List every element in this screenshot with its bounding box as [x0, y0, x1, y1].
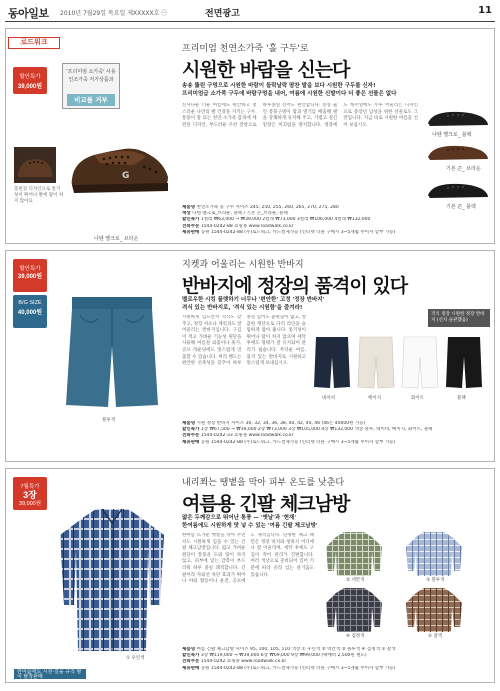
size-price-badge — [13, 295, 47, 328]
spec-value: 농원 1544-0242-88 (주)로드워크, 카드결제가능 (인터넷 더블 구매시 3~5개월 무이자 할부 가능) — [200, 665, 396, 671]
subhead-line: 송송 뚫린 구멍으로 시원한 바람이 들락날락 땀찬 발을 보다 시원한 구두를 신자! — [182, 83, 376, 89]
top-rule — [5, 21, 495, 22]
caption-shoe-main: 나텐 밸크로_ 브라운 — [94, 236, 139, 242]
price-label: 할인특가 — [19, 74, 41, 80]
spec-label: 할인특가 — [182, 427, 200, 433]
spec-table — [182, 421, 482, 446]
spec-label: 제휴판매 — [182, 439, 200, 445]
price-value: 39,000원 — [17, 84, 43, 90]
svg-text:G: G — [122, 171, 130, 181]
shorts-product-image[interactable] — [62, 295, 162, 413]
price-badge — [13, 67, 47, 94]
promo-line: '프리미엄 소가죽' 사용 — [66, 69, 116, 75]
shorts-swatch-beige[interactable] — [356, 335, 396, 391]
spec-label: 색상 — [182, 211, 191, 217]
spec-value: 1켤레 ₩63,000 → ₩39,000 2켤레 ₩73,000 3켤레 ₩106,000 4켤레 ₩132,000 — [200, 217, 371, 223]
shirt-swatch-blue[interactable] — [404, 531, 464, 577]
caption-shirt-main: ① 우린색 — [126, 656, 145, 661]
newspaper-brand: 동아일보 — [8, 7, 49, 20]
subhead-line: 멜로우한 시킹 플랫하기 너무나 '편안한' 고정 '정장 반바지' — [182, 297, 325, 303]
spec-value: 1544-0242-88 쇼핑몰 www.roadwalk.co.kr — [200, 223, 294, 229]
caption-swatch: 화이트 — [411, 396, 425, 401]
shirt-product-image[interactable] — [56, 505, 168, 655]
shirt-note: 한여름에도 시원·걸을 규칙 땀이 탈착판매 — [14, 669, 86, 679]
caption-swatch: 블랙 — [457, 396, 466, 401]
spec-row — [182, 666, 482, 672]
caption-swatch: ② 넥칸색 — [346, 578, 365, 583]
headline-kicker: 내리쬐는 땡볕을 막아 피부 온도를 낮춘다 — [182, 478, 345, 488]
subhead-line: 프리미엄급 소가죽 구두에 바람구멍을 내어, 여름에 시원한 신발이다 더 좋은 선물은 없다 — [182, 90, 397, 97]
shoe-product-image[interactable] — [64, 121, 174, 203]
spec-value: 3장 ₩119,000 → ₩39,000 6장 ₩69,000 9장 ₩99,000 (택배비 2,500원 별도) — [200, 653, 367, 659]
price-label: 할인특가 — [19, 266, 41, 272]
caption-swatch: ③ 블루색 — [426, 578, 445, 583]
spec-value: 시원 정장 반바지 사이즈 30, 32, 34, 36, 38, 40, 42, 44, 46 (46은 40000원 가능) — [196, 421, 366, 426]
price-label: 7월특가 — [20, 484, 40, 490]
shirt-advertisement — [5, 468, 495, 683]
subhead-line: 얇은 두께감으로 뛰어난 통풍 — '옛날'과 '현재' — [182, 515, 297, 521]
side-note: 홀펀칭 디자인으로 통기성이 뛰어나 발에 땀이 차지 않아요 — [14, 187, 64, 204]
spec-label: 제품명 — [182, 647, 196, 652]
headline-kicker: 프리미엄 천연소가죽 '홀 구두'로 — [182, 44, 309, 54]
headline-kicker: 지켓과 어울리는 시원한 반바지 — [182, 260, 304, 270]
price-value: 39,000원 — [18, 501, 42, 507]
promo-tag: 비교를 거부 — [67, 94, 115, 106]
spec-value: 1장 ₩67,500 → ₩39,000 2장 ₩73,000 3장 ₩105,000 4장 ₩132,000 색상 블루, 네이비, 베이지, 화이트, 블랙 — [200, 427, 433, 433]
shirt-swatch-brown[interactable] — [404, 587, 464, 633]
spec-label: 할인특가 — [182, 653, 200, 659]
body-copy: 한여름 뜨거운 햇볕을 막아 주면서도 시원하게 입을 수 있는 긴팔 체크남방입니다. 얇고 가벼운 원단이 통풍을 도와 땀이 차지 않고, 피부에 닿는 감촉이 부드러워 하루 종일 쾌적합니다. 긴팔이라 자외선 차단 효과가 뛰어나 야외 활동이나 운전, 골프에도 제격입니다. 단정한 체크 패턴은 정장 바지와 청바지 어디에나 잘 어울리며, 세탁 후에도 구김이 적어 관리가 간편합니다. 여러 색상으로 준비되어 있어 기분에 따라 골라 입는 즐거움도 있습니다. — [182, 533, 314, 585]
spec-label: 할인특가 — [182, 217, 200, 223]
inset-shoe-photo — [14, 147, 56, 183]
price-badge — [13, 259, 47, 292]
shorts-advertisement — [5, 250, 495, 462]
caption-shoe-variant: 기본 끈_ 블랙 — [446, 204, 476, 210]
size-price: 40,000원 — [17, 310, 43, 316]
shoe-variant-image[interactable] — [426, 179, 490, 201]
subhead-line: 격식 있는 반바지로, '격식 있는 시원함'을 즐겨라! — [182, 304, 303, 311]
headline: 시원한 바람을 신는다 — [182, 59, 350, 81]
shoe-advertisement — [5, 28, 495, 244]
spec-value: 나텐 벨크로_브라운, 블랙 / 기본 끈_브라운, 블랙 — [192, 211, 288, 217]
shorts-swatch-navy[interactable] — [312, 335, 352, 391]
spec-label: 전화주문 — [182, 659, 200, 665]
size-label: B/G SIZE — [18, 300, 42, 306]
shirt-swatch-dark[interactable] — [324, 587, 384, 633]
shirt-swatch-green[interactable] — [324, 531, 384, 577]
caption-shoe-variant: 기본 끈_ 브라운 — [446, 166, 481, 172]
promo-line: 인조가죽 저가상품과 — [68, 77, 114, 83]
shorts-swatch-white[interactable] — [400, 335, 440, 391]
shoe-variant-image[interactable] — [426, 107, 490, 129]
spec-value: 1544-0242 쇼핑몰 www.roadwalk.co.kr — [200, 659, 287, 665]
caption-shoe-variant: 나텐 밸크로_ 블랙 — [432, 132, 472, 138]
spec-label: 제휴판매 — [182, 665, 200, 671]
subhead-line: 한여름에도 시원하게 맛 넣 수 있는 '여름 긴팔 체크남방' — [182, 522, 318, 529]
spec-label: 제품명 — [182, 205, 196, 210]
spec-row — [182, 440, 482, 446]
subhead — [182, 297, 422, 312]
caption-swatch: ⑤ 갈색 — [428, 634, 443, 639]
spec-label: 전화주문 — [182, 223, 200, 229]
page-number: 11 — [478, 5, 492, 16]
spec-table — [182, 647, 482, 672]
headline: 반바지에 정장의 품격이 있다 — [182, 275, 408, 297]
caption-swatch: ④ 검정색 — [346, 634, 365, 639]
promo-box — [62, 63, 120, 109]
body-copy: 신사다운 더운 여름에도 편안하고 멋스러운 나만의 발 건강을 지키는 구두. 통풍이 잘 되는 천연 소가죽 갑피에 세련된 디자인, 부드러운 쿠션 깔창으로 하루종일 신어도 편안합니다. 송송 뚫린 통풍구멍이 땀과 열기를 배출해 발을 상쾌하게 유지해 주고, 가볍고 질긴 밑창은 미끄럼을 방지합니다. 정장에도 캐주얼에도 두루 어울리는 디자인으로 중장년 남성을 위한 선물로도 그만입니다. 지금 바로 시원한 여름을 신어 보십시오. — [182, 103, 418, 128]
subhead — [182, 83, 422, 98]
spec-value: 1544-0242-33 쇼핑몰 www.roadwalk.co.kr — [200, 433, 294, 439]
shorts-swatch-black[interactable] — [444, 335, 484, 391]
spec-label: 제품명 — [182, 421, 196, 426]
spec-table — [182, 205, 482, 236]
subhead — [182, 515, 422, 530]
spec-value: 농원 1544-0242-88 (주)로드워크, 카드결제가능 (인터넷 더블 구매시 3~5개월 무이자 할부 가능) — [200, 229, 396, 235]
spec-value: 농원 1544-0242-88 (주)로드워크, 카드결제가능 (인터넷 더블 구매시 3~5개월 무이자 할부 가능) — [200, 439, 396, 445]
caption-shorts-main: 블루색 — [102, 418, 116, 423]
body-copy: 시원하게 입으면서 격식도 갖추고, 정장 셔츠나 재킷과도 잘 어울리는 반바지입니다. 구김이 적고 가벼운 기능성 원단을 사용해 여름철 외출이나 휴가, 골프 라운딩에도 멋스럽게 연출할 수 있습니다. 허리 밴드는 편안한 신축성을 갖추어 하루 종일 입어도 불편함이 없고, 깔끔한 재단으로 다리 라인을 슬림하게 잡아 줍니다. 통기성이 뛰어나 땀이 차지 않으며 세탁 후에도 형태가 잘 유지되어 관리가 쉽습니다. 무더운 여름, 품격 있는 반바지로 시원하고 멋스럽게 보내십시오. — [182, 315, 306, 367]
spec-value: 여름 긴팔 체크남방 사이즈 95, 100, 105, 110 색상 ① 우린색 ② 넥칸색 ③ 블루색 ④ 검정색 ⑤ 갈색 — [196, 647, 396, 652]
masthead — [0, 0, 500, 24]
section-title: 전면광고 — [205, 9, 240, 19]
price-badge — [13, 477, 47, 510]
dateline: 2010년 7월29일 목요일 제XXXXX호 ㊀ — [60, 10, 168, 17]
price-quantity: 3장 — [23, 490, 37, 500]
note-box: 격식 정장 시원한 정장 반바지 (신치 슬관했음) — [428, 309, 490, 327]
caption-swatch: 네이비 — [322, 396, 336, 401]
headline: 여름용 긴팔 체크남방 — [182, 493, 350, 515]
shoe-variant-image[interactable] — [426, 141, 490, 163]
spec-label: 제휴판매 — [182, 229, 200, 235]
spec-label: 전화주문 — [182, 433, 200, 439]
brand-name: 로드워크 — [20, 39, 48, 46]
brand-logo[interactable] — [8, 37, 60, 49]
price-value: 39,000원 — [17, 274, 43, 280]
caption-swatch: 베이지 — [368, 396, 382, 401]
spec-row — [182, 230, 482, 236]
spec-value: 천연소가죽 홀 구두 사이즈 245, 250, 255, 260, 265, 270, 275, 280 — [196, 205, 339, 210]
